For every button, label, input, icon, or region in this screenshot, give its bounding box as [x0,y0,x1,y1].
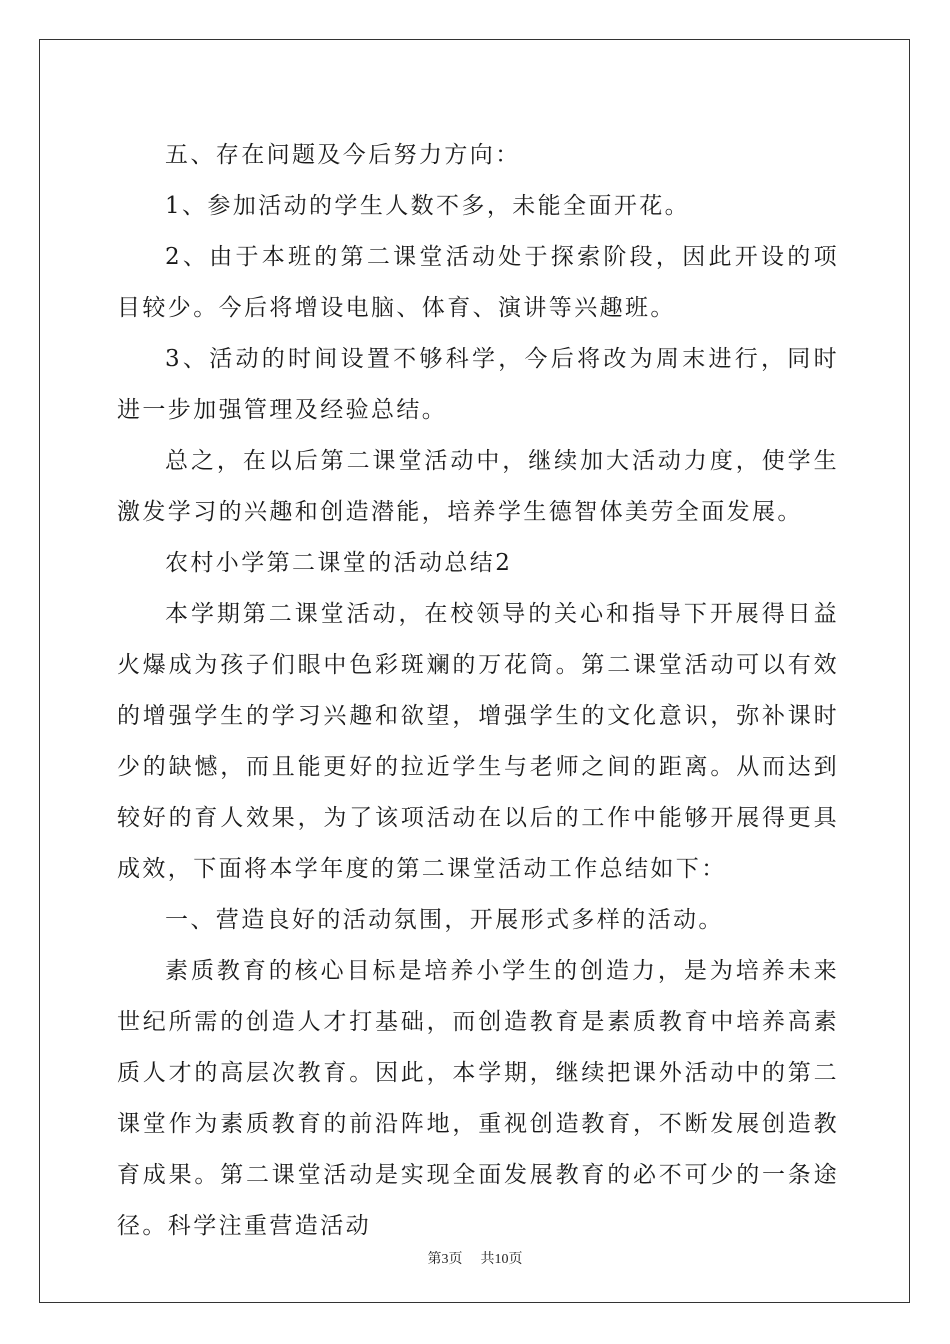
paragraph: 总之，在以后第二课堂活动中，继续加大活动力度，使学生激发学习的兴趣和创造潜能，培养学生德智体美劳全面发展。 [117,448,839,525]
paragraph: 本学期第二课堂活动，在校领导的关心和指导下开展得日益火爆成为孩子们眼中色彩斑斓的万花筒。第二课堂活动可以有效的增强学生的学习兴趣和欲望，增强学生的文化意识，弥补课时少的缺憾，而且能更好的拉近学生与老师之间的距离。从而达到较好的育人效果，为了该项活动在以后的工作中能够开展得更具成效，下面将本学年度的第二课堂活动工作总结如下： [117,601,839,882]
paragraph: 1、参加活动的学生人数不多，未能全面开花。 [165,193,691,219]
paragraph: 2、由于本班的第二课堂活动处于探索阶段，因此开设的项目较少。今后将增设电脑、体育、演讲等兴趣班。 [117,244,839,321]
section-heading: 农村小学第二课堂的活动总结2 [165,550,513,576]
paragraph: 一、营造良好的活动氛围，开展形式多样的活动。 [165,907,724,933]
paragraph: 素质教育的核心目标是培养小学生的创造力，是为培养未来世纪所需的创造人才打基础，而创造教育是素质教育中培养高素质人才的高层次教育。因此，本学期，继续把课外活动中的第二课堂作为素质教育的前沿阵地，重视创造教育，不断发展创造教育成果。第二课堂活动是实现全面发展教育的必不可少的一条途径。科学注重营造活动 [117,958,839,1239]
page-total: 共10页 [480,1252,523,1267]
document-body [117,130,839,1252]
paragraph: 五、存在问题及今后努力方向： [165,142,521,168]
page-number: 第3页 [427,1252,463,1267]
paragraph: 3、活动的时间设置不够科学，今后将改为周末进行，同时进一步加强管理及经验总结。 [117,346,839,423]
page-footer [0,1248,950,1268]
